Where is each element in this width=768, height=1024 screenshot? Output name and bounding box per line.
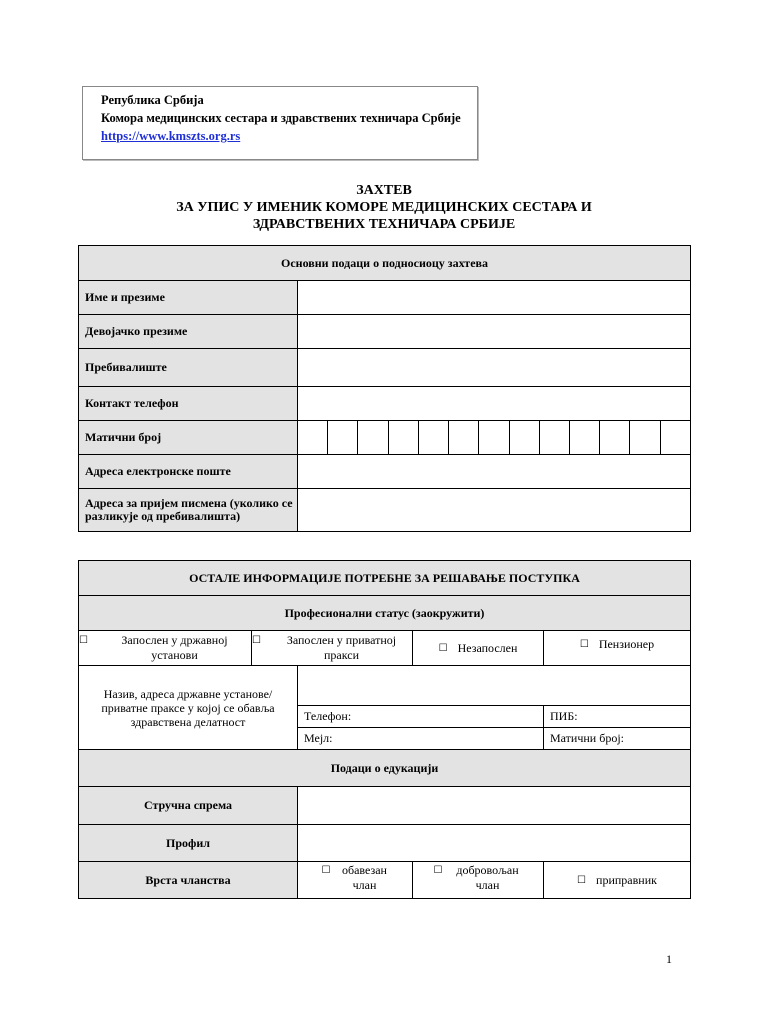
membership-option-mandatory-label: обавезан члан bbox=[341, 863, 387, 892]
employer-pib-label[interactable]: ПИБ: bbox=[544, 706, 691, 728]
personal-id-digit[interactable] bbox=[539, 421, 569, 455]
status-option-private[interactable] bbox=[252, 631, 413, 666]
checkbox-icon[interactable]: ☐ bbox=[252, 635, 261, 646]
profile-label: Профил bbox=[79, 825, 298, 862]
personal-id-digit[interactable] bbox=[630, 421, 660, 455]
full-name-field[interactable] bbox=[298, 281, 691, 315]
status-heading: Професионални статус (заокружити) bbox=[79, 596, 691, 631]
status-option-retired[interactable] bbox=[544, 631, 691, 666]
contact-phone-field[interactable] bbox=[298, 387, 691, 421]
personal-id-digit[interactable] bbox=[509, 421, 539, 455]
personal-id-label: Матични број bbox=[79, 421, 298, 455]
section1-heading: Основни подаци о подносиоцу захтева bbox=[79, 246, 691, 281]
personal-id-digit[interactable] bbox=[298, 421, 328, 455]
employer-label: Назив, адреса државне установе/приватне праксе у којој се обавља здравствена делатност bbox=[79, 666, 298, 750]
checkbox-icon[interactable]: ☐ bbox=[79, 635, 88, 646]
qualification-field[interactable] bbox=[298, 787, 691, 825]
membership-option-intern[interactable] bbox=[544, 862, 691, 899]
contact-phone-label: Контакт телефон bbox=[79, 387, 298, 421]
qualification-label: Стручна спрема bbox=[79, 787, 298, 825]
checkbox-icon[interactable]: ☐ bbox=[579, 638, 589, 650]
full-name-label: Име и презиме bbox=[79, 281, 298, 315]
title-line-2: ЗА УПИС У ИМЕНИК КОМОРЕ МЕДИЦИНСКИХ СЕСТАРА И bbox=[176, 200, 592, 215]
residence-label: Пребивалиште bbox=[79, 349, 298, 387]
additional-info-table bbox=[78, 560, 691, 899]
residence-field[interactable] bbox=[298, 349, 691, 387]
issuer-box bbox=[82, 86, 478, 160]
page-title bbox=[78, 182, 690, 233]
membership-option-intern-label: приправник bbox=[596, 872, 657, 887]
employer-email-label[interactable]: Мејл: bbox=[298, 728, 544, 750]
page-number: 1 bbox=[666, 952, 672, 966]
title-line-3: ЗДРАВСТВЕНИХ ТЕХНИЧАРА СРБИЈЕ bbox=[252, 217, 516, 232]
personal-id-digit[interactable] bbox=[479, 421, 509, 455]
mailing-address-field[interactable] bbox=[298, 489, 691, 532]
personal-id-digit[interactable] bbox=[418, 421, 448, 455]
status-option-retired-label: Пензионер bbox=[598, 636, 655, 651]
maiden-name-label: Девојачко презиме bbox=[79, 315, 298, 349]
checkbox-icon[interactable]: ☐ bbox=[321, 865, 331, 876]
membership-option-voluntary[interactable] bbox=[413, 862, 544, 899]
personal-id-digit[interactable] bbox=[358, 421, 388, 455]
status-option-unemployed[interactable] bbox=[413, 631, 544, 666]
status-option-public[interactable] bbox=[79, 631, 252, 666]
personal-id-digit[interactable] bbox=[600, 421, 630, 455]
employer-phone-label[interactable]: Телефон: bbox=[298, 706, 544, 728]
personal-id-digit[interactable] bbox=[388, 421, 418, 455]
maiden-name-field[interactable] bbox=[298, 315, 691, 349]
issuer-website-link[interactable]: https://www.kmszts.org.rs bbox=[101, 129, 241, 143]
checkbox-icon[interactable]: ☐ bbox=[577, 874, 587, 886]
education-heading: Подаци о едукацији bbox=[79, 750, 691, 787]
employer-name-field[interactable] bbox=[298, 666, 691, 706]
mailing-address-label: Адреса за пријем писмена (уколико се разликује од пребивалишта) bbox=[79, 489, 298, 532]
applicant-basic-data-table bbox=[78, 245, 691, 532]
personal-id-digit[interactable] bbox=[660, 421, 690, 455]
issuer-chamber: Комора медицинских сестара и здравствених техничара Србије bbox=[101, 111, 461, 125]
membership-option-voluntary-label: добровољан члан bbox=[456, 863, 519, 892]
status-option-private-label: Запослен у приватној пракси bbox=[286, 633, 397, 662]
personal-id-digit[interactable] bbox=[328, 421, 358, 455]
membership-type-label: Врста чланства bbox=[79, 862, 298, 899]
profile-field[interactable] bbox=[298, 825, 691, 862]
employer-jmbg-label[interactable]: Матични број: bbox=[544, 728, 691, 750]
membership-option-mandatory[interactable] bbox=[298, 862, 413, 899]
checkbox-icon[interactable]: ☐ bbox=[438, 642, 448, 654]
personal-id-digit[interactable] bbox=[569, 421, 599, 455]
email-field[interactable] bbox=[298, 455, 691, 489]
checkbox-icon[interactable]: ☐ bbox=[433, 865, 443, 876]
section2-heading: ОСТАЛЕ ИНФОРМАЦИЈЕ ПОТРЕБНЕ ЗА РЕШАВАЊЕ ПОСТУПКА bbox=[79, 561, 691, 596]
email-label: Адреса електронске поште bbox=[79, 455, 298, 489]
issuer-country: Република Србија bbox=[101, 93, 204, 107]
status-option-unemployed-label: Незапослен bbox=[457, 640, 518, 655]
title-line-1: ЗАХТЕВ bbox=[356, 183, 412, 198]
status-option-public-label: Запослен у државној установи bbox=[121, 633, 228, 662]
personal-id-digit[interactable] bbox=[449, 421, 479, 455]
